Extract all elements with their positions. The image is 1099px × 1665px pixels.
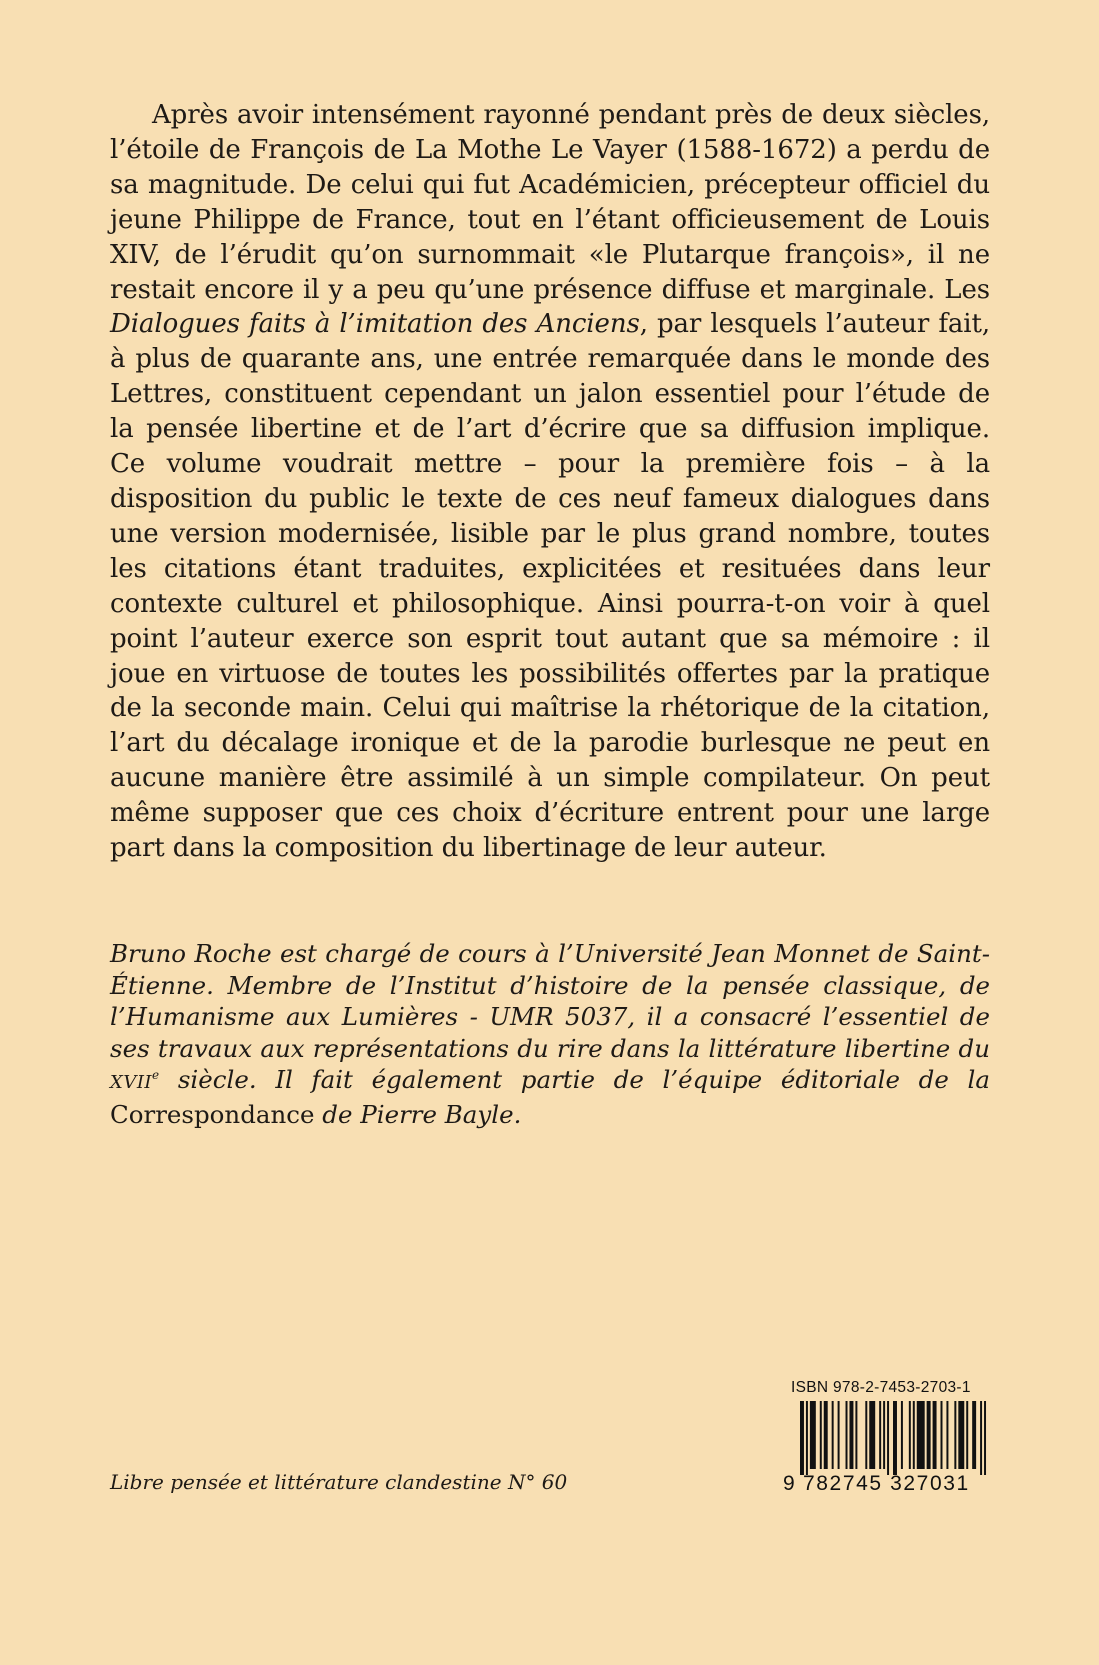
barcode-digits-rest: 782745 327031 (803, 1472, 970, 1495)
barcode-bar (865, 1401, 867, 1469)
barcode-bar (849, 1401, 853, 1469)
blurb-rest-text: , par lesquels l’auteur fait, à plus de quarante ans, une entrée remarquée dans le monde des Lettres, constituent cependant un jalon essentiel pour l’étude de la pensée libertine et de l’art d’écrire que sa diffusion implique. Ce volume voudrait mettre – pour la première fois – à la disposition du public le texte de ces neuf fameux dialogues dans une version modernisée, lisible par le plus grand nombre, toutes les citations étant traduites, explicitées et resituées dans leur contexte culturel et philosophique. Ainsi pourra-t-on voir à quel point l’auteur exerce son esprit tout autant que sa mémoire : il joue en virtuose de toutes les possibilités offertes par la pratique de la seconde main. Celui qui maîtrise la rhétorique de la citation, l’art du décalage ironique et de la parodie burlesque ne peut en aucune manière être assimilé à un simple compilateur. On peut même supposer que ces choix d’écriture entrent pour une large part dans la composition du libertinage de leur auteur. (110, 309, 990, 864)
bio-part-2: siècle. Il fait également partie de l’équipe éditoriale de la (159, 1065, 990, 1095)
barcode-bar (820, 1401, 822, 1469)
barcode-bar (941, 1401, 943, 1469)
barcode-bar (887, 1401, 889, 1475)
barcode-bar (927, 1401, 931, 1469)
barcode-image (800, 1401, 988, 1475)
barcode-bar (846, 1401, 848, 1469)
bio-century: XVII (110, 1072, 153, 1094)
barcode-bar (913, 1401, 915, 1469)
barcode-bar (806, 1401, 808, 1475)
barcode-bar (824, 1401, 828, 1469)
blurb-paragraph (110, 98, 990, 866)
barcode-bar (855, 1401, 857, 1469)
author-bio (110, 938, 990, 1131)
isbn-label: ISBN 978-2-7453-2703-1 (791, 1379, 971, 1396)
barcode-bar (909, 1401, 911, 1469)
barcode-bar (869, 1401, 875, 1469)
barcode-bar (958, 1401, 964, 1469)
bio-work-title: Correspondance (110, 1099, 315, 1129)
barcode-bar (832, 1401, 834, 1469)
barcode-bar (893, 1401, 897, 1475)
barcode-bar (917, 1401, 925, 1469)
barcode-bar (933, 1401, 937, 1469)
barcode-digit-first: 9 (783, 1472, 795, 1495)
bio-century-sup: e (152, 1068, 160, 1083)
barcode-bar (838, 1401, 840, 1469)
barcode-bar (810, 1401, 816, 1469)
isbn-block (781, 1379, 1011, 1493)
barcode-bar (901, 1401, 903, 1469)
barcode-bar (980, 1401, 982, 1475)
barcode-bar (883, 1401, 885, 1469)
series-line: Libre pensée et littérature clandestine N° 60 (110, 1470, 568, 1494)
barcode-bar (972, 1401, 976, 1469)
barcode-bar (946, 1401, 948, 1469)
blurb-book-title: Dialogues faits à l’imitation des Anciens (110, 309, 640, 340)
blurb-lead-text: Après avoir intensément rayonné pendant près de deux siècles, l’étoile de François de La Mothe Le Vayer (1588-1672) a perdu de sa magnitude. De celui qui fut Académicien, précepteur officiel du jeune Philippe de France, tout en l’étant officieusement de Louis XIV, de l’érudit qu’on surnommait «le Plutarque françois», il ne restait encore il y a peu qu’une présence diffuse et marginale. Les (110, 100, 990, 305)
barcode-bar (966, 1401, 968, 1469)
barcode-bar (800, 1401, 804, 1475)
bio-part-3: de Pierre Bayle. (314, 1099, 522, 1129)
barcode-bar (879, 1401, 881, 1469)
barcode-bar (954, 1401, 956, 1469)
barcode-bar (984, 1401, 986, 1475)
bio-part-1: Bruno Roche est chargé de cours à l’Université Jean Monnet de Saint-Étienne. Membre de l’Institut d’histoire de la pensée classique, de l’Humanisme aux Lumières - UMR 5037, il a consacré l’essentiel de ses travaux aux représentations du rire dans la littérature libertine du (110, 939, 990, 1063)
